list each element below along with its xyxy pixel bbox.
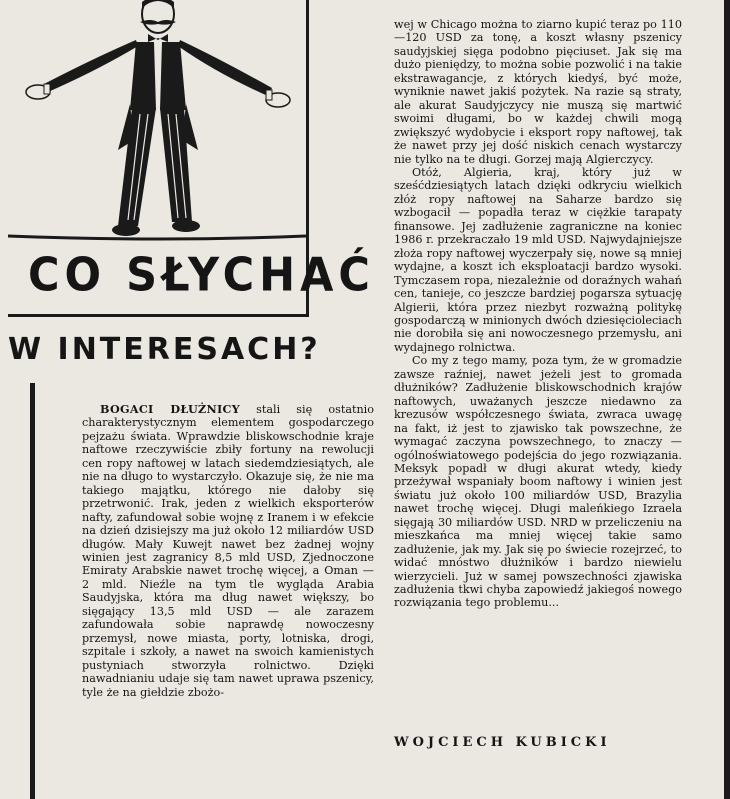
article-column-right (394, 18, 682, 610)
author-byline: WOJCIECH KUBICKI (394, 735, 611, 750)
article-lead: BOGACI DŁUŻNICY (100, 402, 241, 416)
tightrope-walker-illustration (8, 0, 306, 246)
article-text: stali się ostatnio charakterystycznym elementem gospodarczego pejzażu świata. Wprawdzie bliskowschodnie kraje naftowe rzeczywiście zbiły fortuny na rewolucji cen ropy naftowej w latach siedemdziesiątych, ale nie na długo to wystarczyło. Okazuje się, że nie ma takiego majątku, którego nie dałoby się przetrwonić. Irak, jeden z wielkich eksporterów nafty, zafundował sobie wojnę z Iranem i w efekcie na dzień dzisiejszy ma już około 12 miliardów USD długów. Mały Kuwejt nawet bez żadnej wojny winien jest zagranicy 8,5 mld USD, Zjednoczone Emiraty Arabskie nawet trochę więcej, a Oman — 2 mld. Nieźle na tym tle wygląda Arabia Saudyjska, która ma dług nawet większy, bo sięgający 13,5 mld USD — ale zarazem zafundowała sobie naprawdę nowoczesny przemysł, nowe miasta, porty, lotniska, drogi, szpitale i szkoły, a nawet na swoich kamienistych pustyniach stworzyła rolnictwo. Dzięki nawadnianiu udaje się tam nawet uprawa pszenicy, tyle że na giełdzie zbożo- (82, 403, 374, 699)
article-column-left (82, 403, 374, 699)
article-paragraph: wej w Chicago można to ziarno kupić teraz po 110—120 USD za tonę, a koszt własny pszenicy saudyjskiej sięga podobno pięciuset. Jak się ma dużo pieniędzy, to można sobie pozwolić i na takie ekstrawagancje, z których kiedyś, być może, wyniknie nawet jakiś pożytek. Na razie są straty, ale akurat Saudyjczycy nie muszą się martwić swoimi długami, bo w każdej chwili mogą zwiększyć wydobycie i eksport ropy naftowej, tak że nawet przy jej dość niskich cenach wystarczy nie tylko na te długi. Gorzej mają Algierczycy. (394, 18, 682, 166)
article-paragraph: Co my z tego mamy, poza tym, że w gromadzie zawsze raźniej, nawet jeżeli jest to gromada dłużników? Zadłużenie bliskowschodnich krajów naftowych, uważanych jeszcze niedawno za krezusów współczesnego świata, zwraca uwagę na fakt, iż jest to zjawisko tak powszechne, że wymagać zaczyna powszechnego, to znaczy — ogólnoświatowego podejścia do jego rozwiązania. Meksyk popadł w długi akurat wtedy, kiedy przeżywał wspaniały boom naftowy i winien jest światu już około 100 miliardów USD, Brazylia nawet trochę więcej. Długi maleńkiego Izraela sięgają 30 miliardów USD. NRD w przeliczeniu na mieszkańca ma mniej więcej takie samo zadłużenie, jak my. Jak się po świecie rozejrzeć, to widać mnóstwo dłużników i bardzo niewielu wierzycieli. Już w samej powszechności zjawiska zadłużenia tkwi chyba zapowiedź jakiegoś nowego rozwiązania tego problemu... (394, 354, 682, 610)
page-edge (724, 0, 730, 799)
header-box (8, 0, 375, 317)
article-paragraph (82, 403, 374, 699)
headline-line-2: W INTERESACH? (8, 332, 321, 367)
headline-line-1: CO SŁYCHAĆ (28, 248, 375, 303)
vertical-rule (30, 383, 35, 799)
article-paragraph: Otóż, Algieria, kraj, który już w sześćdziesiątych latach dzięki odkryciu wielkich złóż ropy naftowej na Saharze bardzo się wzbogacił — popadła teraz w ciężkie tarapaty finansowe. Jej zadłużenie zagraniczne na koniec 1986 r. przekraczało 19 mld USD. Najwydajniejsze złoża ropy naftowej wyczerpały się, nowe są mniej wydajne, a koszt ich eksploatacji bardzo wysoki. Tymczasem ropa, niezależnie od doraźnych wahań cen, tanieje, co jeszcze bardziej pogarsza sytuację Algierii, która przez niezbyt rozważną politykę gospodarczą w minionych dwóch dziesięcioleciach nie dorobiła się ani nowoczesnego przemysłu, ani wydajnego rolnictwa. (394, 165, 682, 354)
